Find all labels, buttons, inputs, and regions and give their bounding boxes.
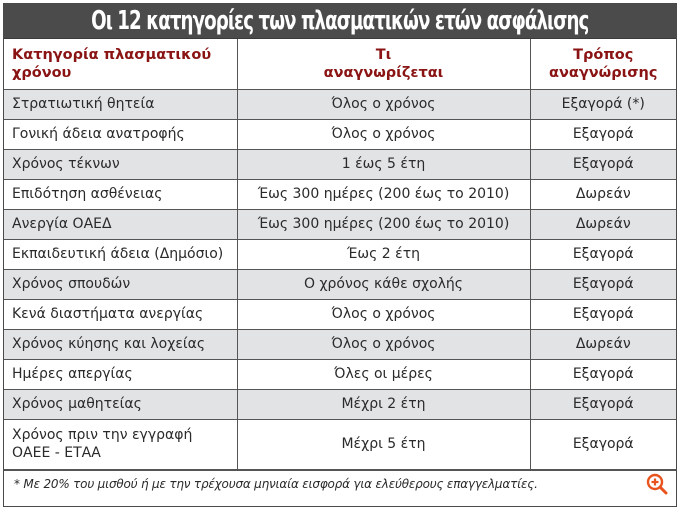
footer <box>4 470 676 498</box>
cell-category: Χρόνος μαθητείας <box>4 389 237 419</box>
cell-recognized: 1 έως 5 έτη <box>237 149 530 179</box>
cell-method: Δωρεάν <box>530 179 676 209</box>
cell-method: Εξαγορά <box>530 239 676 269</box>
table-row <box>4 329 676 359</box>
table-row <box>4 179 676 209</box>
cell-category: Χρόνος κύησης και λοχείας <box>4 329 237 359</box>
cell-method: Δωρεάν <box>530 329 676 359</box>
cell-recognized: Όλος ο χρόνος <box>237 299 530 329</box>
cell-method: Εξαγορά <box>530 419 676 469</box>
table-header-row <box>4 39 676 89</box>
cell-category: Χρόνος σπουδών <box>4 269 237 299</box>
table-row <box>4 239 676 269</box>
cell-category: Εκπαιδευτική άδεια (Δημόσιο) <box>4 239 237 269</box>
table-row <box>4 119 676 149</box>
table-row <box>4 359 676 389</box>
cell-recognized: Έως 300 ημέρες (200 έως το 2010) <box>237 209 530 239</box>
cell-category: Κενά διαστήματα ανεργίας <box>4 299 237 329</box>
cell-category: Χρόνος τέκνων <box>4 149 237 179</box>
cell-category: Γονική άδεια ανατροφής <box>4 119 237 149</box>
cell-recognized: Έως 2 έτη <box>237 239 530 269</box>
cell-method: Δωρεάν <box>530 209 676 239</box>
cell-method: Εξαγορά <box>530 149 676 179</box>
categories-table <box>4 39 676 470</box>
page-title: Οι 12 κατηγορίες των πλασματικών ετών ασφάλισης <box>91 6 589 36</box>
infographic-table <box>3 3 677 507</box>
cell-recognized: Μέχρι 5 έτη <box>237 419 530 469</box>
table-row <box>4 389 676 419</box>
table-row <box>4 419 676 469</box>
cell-recognized: Ο χρόνος κάθε σχολής <box>237 269 530 299</box>
cell-method: Εξαγορά <box>530 389 676 419</box>
cell-recognized: Όλος ο χρόνος <box>237 329 530 359</box>
cell-recognized: Όλος ο χρόνος <box>237 119 530 149</box>
table-row <box>4 149 676 179</box>
cell-category: Ημέρες απεργίας <box>4 359 237 389</box>
cell-method: Εξαγορά <box>530 359 676 389</box>
table-row <box>4 299 676 329</box>
cell-method: Εξαγορά <box>530 269 676 299</box>
footnote: * Με 20% του μισθού ή με την τρέχουσα μηνιαία εισφορά για ελεύθερους επαγγελματίες. <box>14 477 538 491</box>
header-method: Τρόπος αναγνώρισης <box>530 39 676 89</box>
cell-category: Στρατιωτική θητεία <box>4 89 237 119</box>
cell-recognized: Μέχρι 2 έτη <box>237 389 530 419</box>
cell-category: Χρόνος πριν την εγγραφή ΟΑΕΕ - ΕΤΑΑ <box>4 419 237 469</box>
cell-method: Εξαγορά <box>530 299 676 329</box>
cell-category: Επιδότηση ασθένειας <box>4 179 237 209</box>
table-row <box>4 89 676 119</box>
table-row <box>4 269 676 299</box>
table-row <box>4 209 676 239</box>
cell-category: Ανεργία ΟΑΕΔ <box>4 209 237 239</box>
header-category: Κατηγορία πλασματικού χρόνου <box>4 39 237 89</box>
cell-recognized: Έως 300 ημέρες (200 έως το 2010) <box>237 179 530 209</box>
title-bar <box>4 4 676 39</box>
cell-recognized: Όλος ο χρόνος <box>237 89 530 119</box>
cell-recognized: Όλες οι μέρες <box>237 359 530 389</box>
header-recognized: Τι αναγνωρίζεται <box>237 39 530 89</box>
cell-method: Εξαγορά <box>530 119 676 149</box>
cell-method: Εξαγορά (*) <box>530 89 676 119</box>
zoom-in-icon[interactable] <box>646 473 668 495</box>
